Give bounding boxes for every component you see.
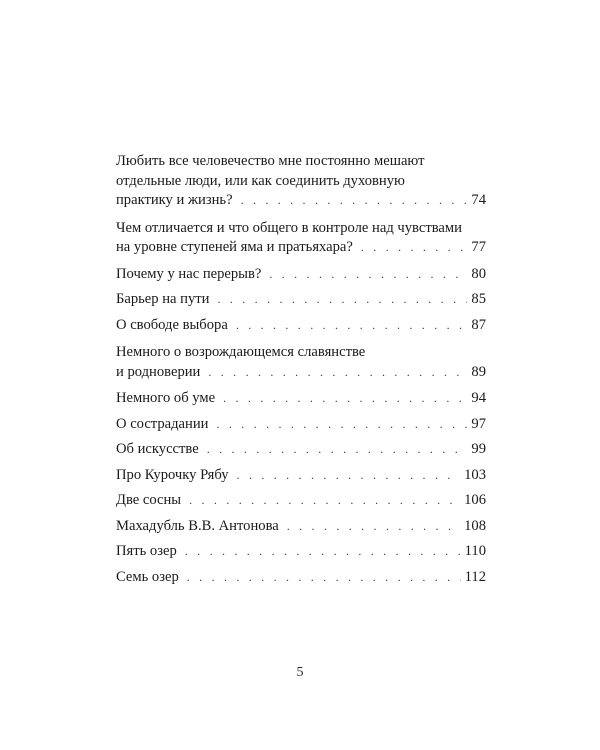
toc-entry-page-number: 110 <box>464 543 486 559</box>
toc-entry-title: О сострадании <box>116 415 209 432</box>
toc-entry-title-line: Немного о возрождающемся славянстве <box>116 344 366 360</box>
toc-entry <box>116 265 486 285</box>
toc-entry-title-line: Чем отличается и что общего в контроле над чувствами <box>116 219 462 236</box>
toc-entry-title: Пять озер <box>116 543 177 559</box>
toc-entry <box>116 316 486 336</box>
toc-entry-leader-row <box>116 238 486 258</box>
toc-entry <box>116 491 486 511</box>
toc-entry-page-number: 112 <box>464 568 486 585</box>
dot-leader <box>216 415 467 435</box>
toc-entry <box>116 415 486 435</box>
toc-entry-title: Махадубль В.В. Антонова <box>116 517 279 534</box>
toc-entry-leader-row <box>116 440 486 460</box>
dot-leader <box>236 316 468 336</box>
toc-entry-page-number: 87 <box>471 316 486 333</box>
toc-entry-title: Немного об уме <box>116 390 216 406</box>
toc-entry-leader-row <box>116 316 486 336</box>
toc-entry-leader-row <box>116 466 486 486</box>
toc-entry-leader-row <box>116 568 486 588</box>
toc-entry-page-number: 89 <box>471 363 486 380</box>
toc-entry-title: Барьер на пути <box>116 291 210 307</box>
toc-entry-title: практику и жизнь? <box>116 192 233 208</box>
dot-leader <box>237 466 461 486</box>
toc-entry-title: О свободе выбора <box>116 316 228 333</box>
toc-entry-page-number: 74 <box>471 192 486 208</box>
toc-entry-page-number: 108 <box>464 517 486 534</box>
dot-leader <box>287 517 460 537</box>
toc-entry-title-line: отдельные люди, или как соединить духовную <box>116 172 405 189</box>
dot-leader <box>269 265 467 285</box>
toc-entry-title: на уровне ступеней яма и пратьяхара? <box>116 239 353 255</box>
toc-entry-page-number: 77 <box>471 239 486 255</box>
toc-entry <box>116 389 486 409</box>
toc-entry-leader-row <box>116 363 486 383</box>
toc-entry <box>116 542 486 562</box>
toc-entry-title: и родноверии <box>116 363 201 380</box>
toc-entry-title-line: Любить все человечество мне постоянно мешают <box>116 153 425 169</box>
table-of-contents <box>116 152 486 587</box>
toc-entry-leader-row <box>116 290 486 310</box>
toc-entry-leader-row <box>116 191 486 211</box>
toc-entry-page-number: 97 <box>471 415 486 432</box>
toc-entry-page-number: 106 <box>464 492 486 508</box>
toc-entry-leader-row <box>116 265 486 285</box>
toc-entry <box>116 290 486 310</box>
toc-entry <box>116 568 486 588</box>
toc-entry-leader-row <box>116 415 486 435</box>
toc-entry-title: Семь озер <box>116 568 179 585</box>
toc-entry-leader-row <box>116 389 486 409</box>
toc-entry-leader-row <box>116 517 486 537</box>
toc-entry <box>116 219 486 258</box>
toc-entry-page-number: 94 <box>471 390 486 406</box>
toc-entry-leader-row <box>116 542 486 562</box>
toc-entry-page-number: 99 <box>471 441 486 457</box>
toc-entry-title: Об искусстве <box>116 441 199 457</box>
dot-leader <box>217 290 467 310</box>
dot-leader <box>208 363 467 383</box>
toc-entry-page-number: 103 <box>464 466 486 483</box>
toc-entry <box>116 517 486 537</box>
toc-entry-page-number: 80 <box>471 265 486 282</box>
dot-leader <box>223 389 467 409</box>
toc-entry <box>116 343 486 382</box>
toc-entry-title: Про Курочку Рябу <box>116 466 229 483</box>
toc-entry <box>116 152 486 211</box>
dot-leader <box>189 491 460 511</box>
dot-leader <box>185 542 461 562</box>
page-number: 5 <box>296 665 304 680</box>
toc-entry <box>116 440 486 460</box>
toc-entry-page-number: 85 <box>471 291 486 307</box>
toc-entry-title: Две сосны <box>116 492 182 508</box>
dot-leader <box>361 238 468 258</box>
dot-leader <box>207 440 468 460</box>
dot-leader <box>187 568 461 588</box>
toc-entry-leader-row <box>116 491 486 511</box>
toc-entry-title: Почему у нас перерыв? <box>116 265 262 282</box>
toc-entry <box>116 466 486 486</box>
dot-leader <box>241 191 468 211</box>
